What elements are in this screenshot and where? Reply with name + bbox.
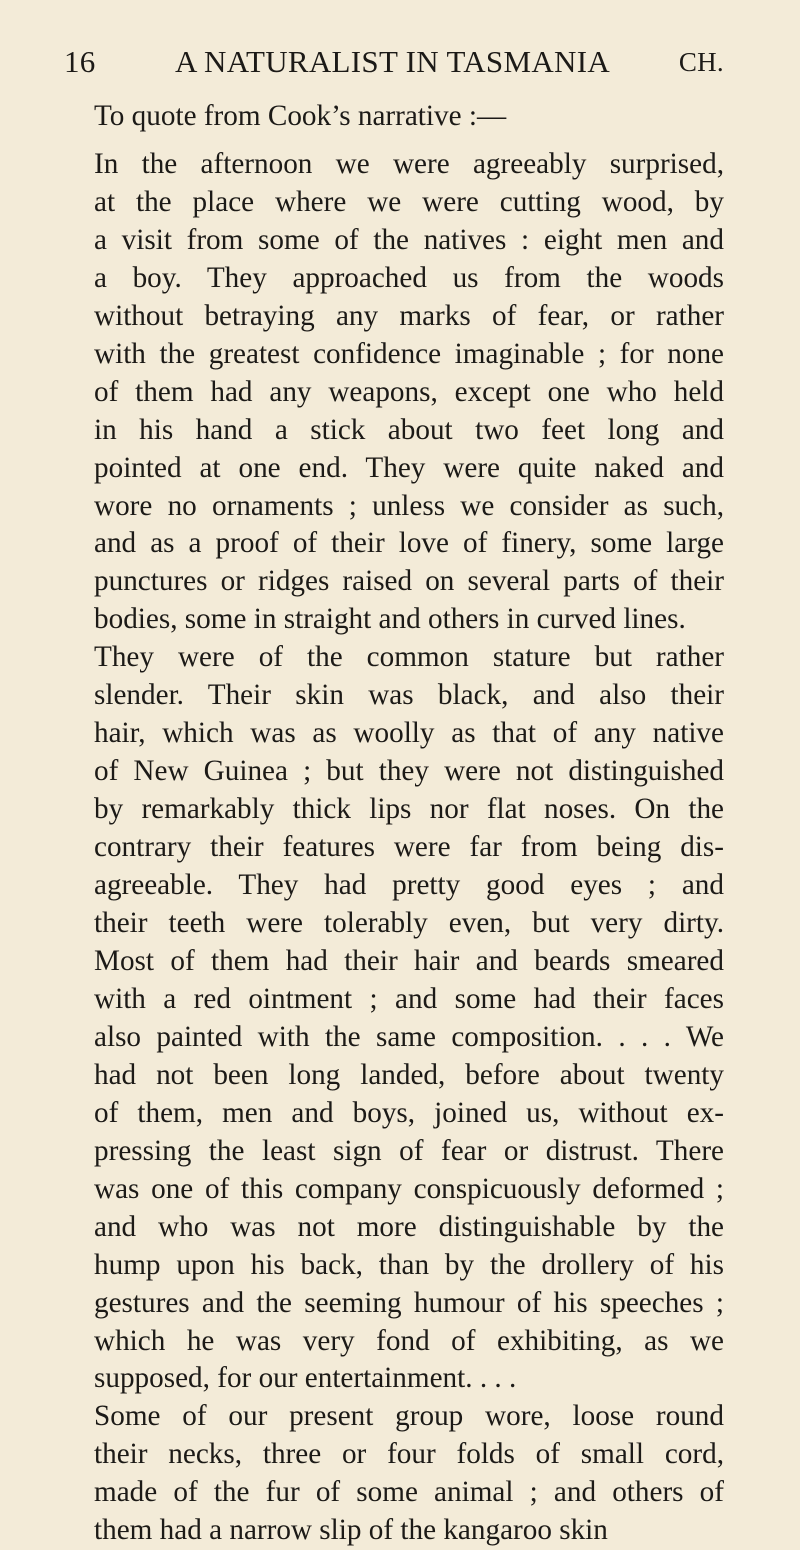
text-line: of them, men and boys, joined us, without ex- [94,1096,724,1129]
text-line: with the greatest confidence imaginable ; for none [94,337,724,370]
text-line: bodies, some in straight and others in curved lines. [94,603,686,636]
text-line: them had a narrow slip of the kangaroo skin [94,1514,608,1547]
body-text [64,98,724,1550]
text-line: and as a proof of their love of finery, some large [94,527,724,560]
chapter-marker: CH. [678,47,724,77]
text-line: of them had any weapons, except one who held [94,375,724,408]
text-line: without betraying any marks of fear, or rather [94,299,724,332]
text-line: of New Guinea ; but they were not distinguished [94,755,724,788]
page-number: 16 [64,44,96,79]
text-line: Most of them had their hair and beards smeared [94,944,724,977]
text-line: which he was very fond of exhibiting, as we [94,1324,724,1357]
text-line: wore no ornaments ; unless we consider as such, [94,489,724,522]
text-line: pressing the least sign of fear or distrust. There [94,1134,724,1167]
text-line: slender. Their skin was black, and also their [94,679,724,712]
text-line: In the afternoon we were agreeably surprised, [94,147,724,180]
quote-paragraph-2 [64,639,724,1398]
text-line: Some of our present group wore, loose round [94,1400,724,1433]
text-line: also painted with the same composition. . . . We [94,1020,724,1053]
quote-paragraph-3 [64,1398,724,1550]
intro-line: To quote from Cook’s narrative :— [94,100,507,132]
quote-paragraph-1 [64,146,724,639]
text-line: made of the fur of some animal ; and others of [94,1476,724,1509]
text-line: They were of the common stature but rather [94,641,724,674]
text-line: at the place where we were cutting wood, by [94,185,724,218]
running-title: A NATURALIST IN TASMANIA [175,44,611,79]
text-line: contrary their features were far from being dis- [94,831,724,864]
text-line: their necks, three or four folds of small cord, [94,1438,724,1471]
book-page [64,44,724,1550]
text-line: a boy. They approached us from the woods [94,261,724,294]
text-line: supposed, for our entertainment. . . . [94,1362,517,1395]
text-line: a visit from some of the natives : eight men and [94,223,724,256]
text-line: their teeth were tolerably even, but very dirty. [94,907,724,940]
text-line: and who was not more distinguishable by the [94,1210,724,1243]
text-line: was one of this company conspicuously deformed ; [94,1172,724,1205]
text-line: punctures or ridges raised on several parts of their [94,565,724,598]
text-line: hump upon his back, than by the drollery of his [94,1248,724,1281]
text-line: had not been long landed, before about twenty [94,1058,724,1091]
text-line: by remarkably thick lips nor flat noses. On the [94,793,724,826]
text-line: hair, which was as woolly as that of any native [94,717,724,750]
text-line: agreeable. They had pretty good eyes ; and [94,869,724,902]
text-line: gestures and the seeming humour of his speeches ; [94,1286,724,1319]
text-line: with a red ointment ; and some had their faces [94,982,724,1015]
text-line: in his hand a stick about two feet long and [94,413,724,446]
running-header [64,44,724,98]
text-line: pointed at one end. They were quite naked and [94,451,724,484]
